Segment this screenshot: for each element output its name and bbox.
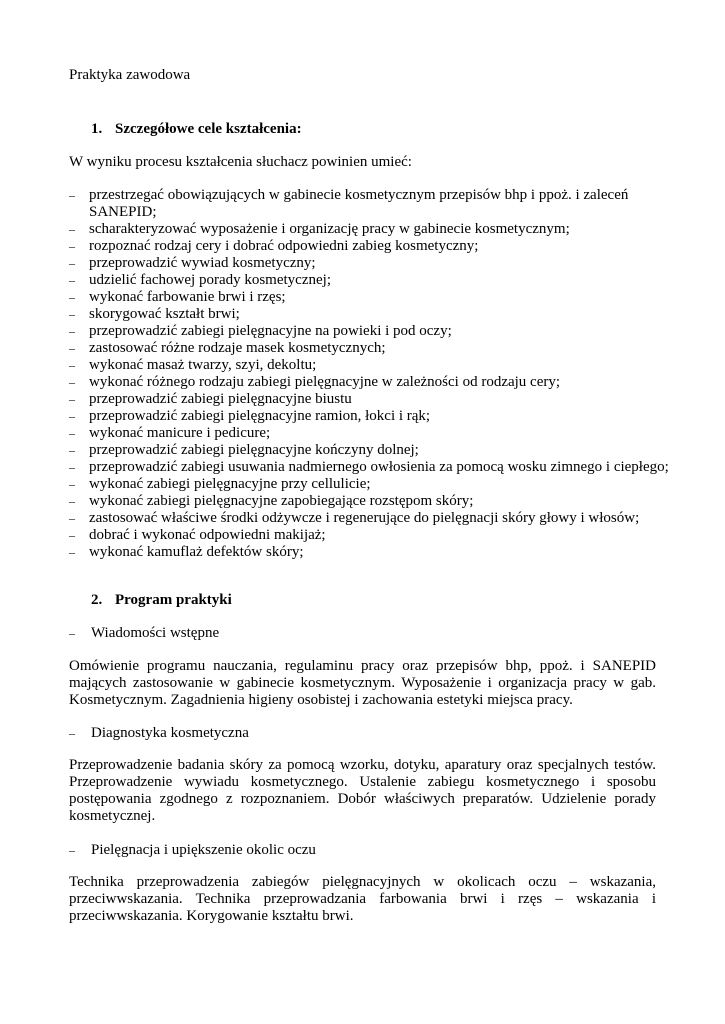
dash-bullet: – <box>69 528 75 542</box>
subsection-2-paragraph: Przeprowadzenie badania skóry za pomocą wzorku, dotyku, aparatury oraz specjalnych testów. Przeprowadzenie wywiadu kosmetycznego. Ustalenie zabiegu kosmetycznego i sposobu postępowania zgodnego z rozpoznaniem. Dobór właściwych preparatów. Udzielenie porady kosmetycznej. <box>69 757 656 824</box>
section-2-title: Program praktyki <box>115 592 232 608</box>
section-2-number: 2. <box>91 592 103 608</box>
dash-bullet: – <box>69 409 75 423</box>
dash-bullet: – <box>69 460 75 474</box>
dash-bullet: – <box>69 392 75 406</box>
dash-bullet: – <box>69 426 75 440</box>
list-item: – rozpoznać rodzaj cery i dobrać odpowiedni zabieg kosmetyczny; <box>69 238 479 254</box>
document-title: Praktyka zawodowa <box>69 67 191 83</box>
list-item: – przeprowadzić zabiegi pielęgnacyjne kończyny dolnej; <box>69 442 419 458</box>
dash-bullet: – <box>69 477 75 491</box>
list-item: – przeprowadzić wywiad kosmetyczny; <box>69 255 316 271</box>
dash-bullet: – <box>69 375 75 389</box>
learning-goals-list <box>69 187 669 561</box>
dash-bullet: – <box>69 324 75 338</box>
list-item: – wykonać manicure i pedicure; <box>69 425 271 441</box>
section-1-title: Szczegółowe cele kształcenia: <box>115 121 302 137</box>
dash-bullet: – <box>69 222 75 236</box>
section-1-intro: W wyniku procesu kształcenia słuchacz powinien umieć: <box>69 154 412 170</box>
list-item: – dobrać i wykonać odpowiedni makijaż; <box>69 527 326 543</box>
section-2-heading <box>91 592 232 609</box>
list-item: – przeprowadzić zabiegi pielęgnacyjne ramion, łokci i rąk; <box>69 408 431 424</box>
list-item: – udzielić fachowej porady kosmetycznej; <box>69 272 331 288</box>
dash-bullet: – <box>69 726 75 740</box>
dash-bullet: – <box>69 290 75 304</box>
dash-bullet: – <box>69 358 75 372</box>
dash-bullet: – <box>69 239 75 253</box>
list-item: – wykonać zabiegi pielęgnacyjne zapobiegające rozstępom skóry; <box>69 493 474 509</box>
subsection-1-paragraph: Omówienie programu nauczania, regulaminu pracy oraz przepisów bhp, ppoż. i SANEPID mających zastosowanie w gabinecie kosmetycznym. Wyposażenie i organizacja pracy w gab. Kosmetycznym. Zagadnienia higieny osobistej i zachowania estetyki miejsca pracy. <box>69 658 656 708</box>
dash-bullet: – <box>69 511 75 525</box>
dash-bullet: – <box>69 843 75 857</box>
subsection-3-title: – Pielęgnacja i upiększenie okolic oczu <box>69 842 316 858</box>
list-item: – przeprowadzić zabiegi pielęgnacyjne biustu <box>69 391 352 407</box>
section-1-number: 1. <box>91 121 103 137</box>
list-item: – wykonać farbowanie brwi i rzęs; <box>69 289 286 305</box>
dash-bullet: – <box>69 307 75 321</box>
list-item: – wykonać różnego rodzaju zabiegi pielęgnacyjne w zależności od rodzaju cery; <box>69 374 561 390</box>
dash-bullet: – <box>69 256 75 270</box>
list-item: – przestrzegać obowiązujących w gabinecie kosmetycznym przepisów bhp i ppoż. i zaleceń SANEPID; <box>69 187 629 220</box>
section-1-heading <box>91 121 302 138</box>
subsection-1-title: – Wiadomości wstępne <box>69 625 220 641</box>
dash-bullet: – <box>69 545 75 559</box>
list-item: – przeprowadzić zabiegi pielęgnacyjne na powieki i pod oczy; <box>69 323 452 339</box>
dash-bullet: – <box>69 273 75 287</box>
list-item: – scharakteryzować wyposażenie i organizację pracy w gabinecie kosmetycznym; <box>69 221 570 237</box>
list-item: – wykonać kamuflaż defektów skóry; <box>69 544 304 560</box>
subsection-2-title: – Diagnostyka kosmetyczna <box>69 725 249 741</box>
dash-bullet: – <box>69 626 75 640</box>
dash-bullet: – <box>69 494 75 508</box>
dash-bullet: – <box>69 341 75 355</box>
list-item: – wykonać masaż twarzy, szyi, dekoltu; <box>69 357 317 373</box>
list-item: – wykonać zabiegi pielęgnacyjne przy cellulicie; <box>69 476 371 492</box>
list-item: – zastosować różne rodzaje masek kosmetycznych; <box>69 340 386 356</box>
dash-bullet: – <box>69 188 75 202</box>
dash-bullet: – <box>69 443 75 457</box>
subsection-3-paragraph: Technika przeprowadzenia zabiegów pielęgnacyjnych w okolicach oczu – wskazania, przeciwwskazania. Technika przeprowadzania farbowania brwi i rzęs – wskazania i przeciwwskazania. Korygowanie kształtu brwi. <box>69 874 656 924</box>
list-item: – skorygować kształt brwi; <box>69 306 240 322</box>
list-item: – przeprowadzić zabiegi usuwania nadmiernego owłosienia za pomocą wosku zimnego i ciepłego; <box>69 459 669 475</box>
list-item: – zastosować właściwe środki odżywcze i regenerujące do pielęgnacji skóry głowy i włosów; <box>69 510 640 526</box>
